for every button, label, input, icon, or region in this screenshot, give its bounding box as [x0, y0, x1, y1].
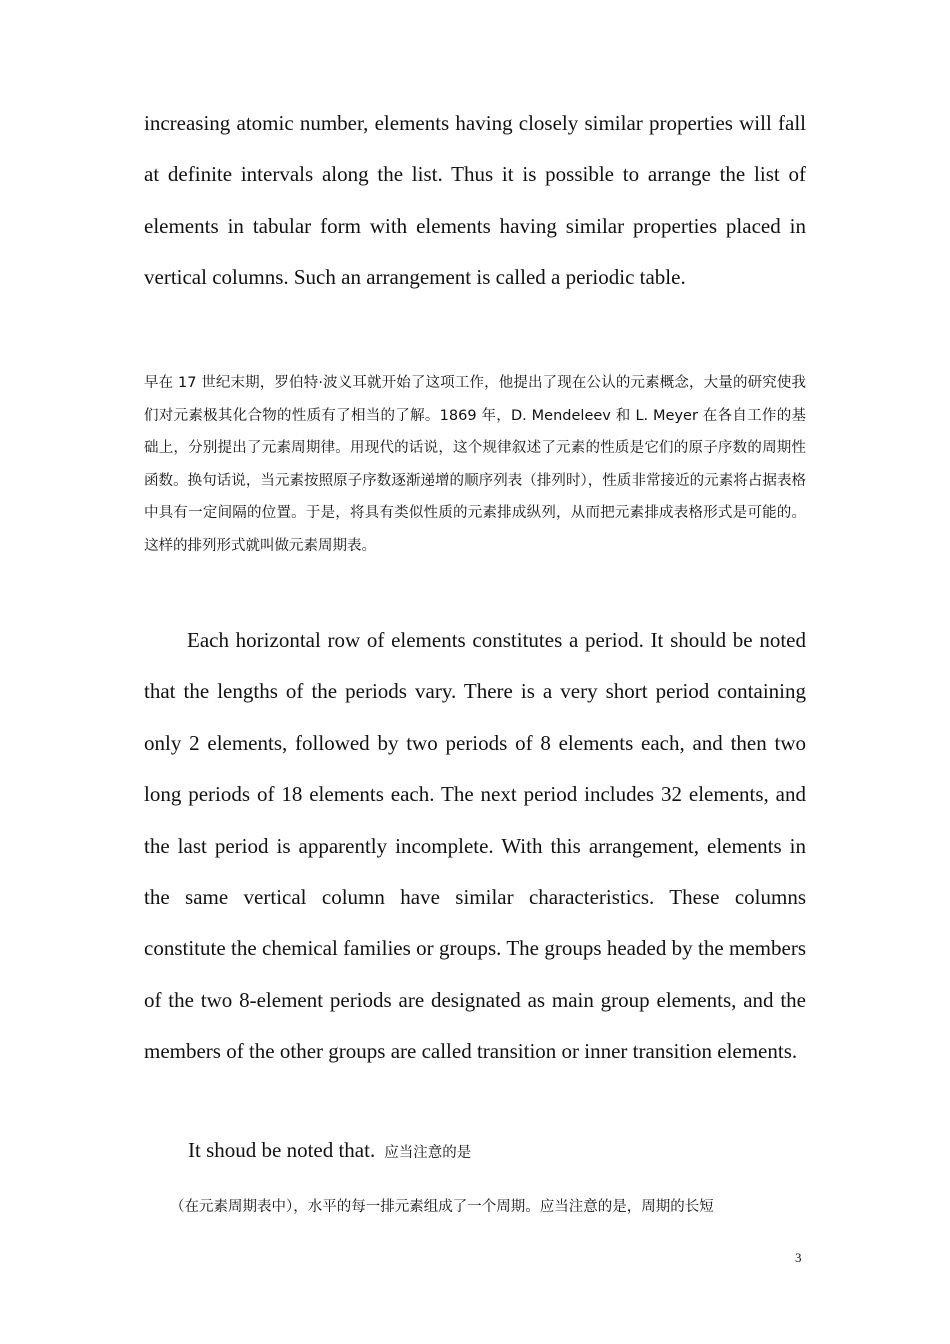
chinese-paragraph-1: 早在 17 世纪末期，罗伯特·波义耳就开始了这项工作，他提出了现在公认的元素概念，大量的研究使我们对元素极其化合物的性质有了相当的了解。1869 年，D. Mendeleev 和 L. Meyer 在各自工作的基础上，分别提出了元素周期律。用现代的话说，这个规律叙述了元素的性质是它们的原子序数的周期性函数。换句话说，当元素按照原子序数逐渐递增的顺序列表（排列时），性质非常接近的元素将占据表格中具有一定间隔的位置。于是，将具有类似性质的元素排成纵列，从而把元素排成表格形式是可能的。这样的排列形式就叫做元素周期表。 — [144, 375, 806, 554]
note-line — [188, 1138, 471, 1163]
english-paragraph-1: increasing atomic number, elements having closely similar properties will fall at definite intervals along the list. Thus it is possible to arrange the list of elements in tabular form with elements having similar properties placed in vertical columns. Such an arrangement is called a periodic table. — [144, 111, 806, 290]
note-english: It shoud be noted that. — [188, 1138, 376, 1162]
chinese-paragraph-2: （在元素周期表中），水平的每一排元素组成了一个周期。应当注意的是，周期的长短 — [170, 1199, 714, 1215]
english-paragraph-2: Each horizontal row of elements constitutes a period. It should be noted that the lengths of the periods vary. There is a very short period containing only 2 elements, followed by two periods of 8 elements each, and then two long periods of 18 elements each. The next period includes 32 elements, and the last period is apparently incomplete. With this arrangement, elements in the same vertical column have similar characteristics. These columns constitute the chemical families or groups. The groups headed by the members of the two 8-element periods are designated as main group elements, and the members of the other groups are called transition or inner transition elements. — [144, 628, 806, 1064]
page-number: 3 — [795, 1250, 802, 1265]
note-chinese: 应当注意的是 — [384, 1145, 472, 1161]
